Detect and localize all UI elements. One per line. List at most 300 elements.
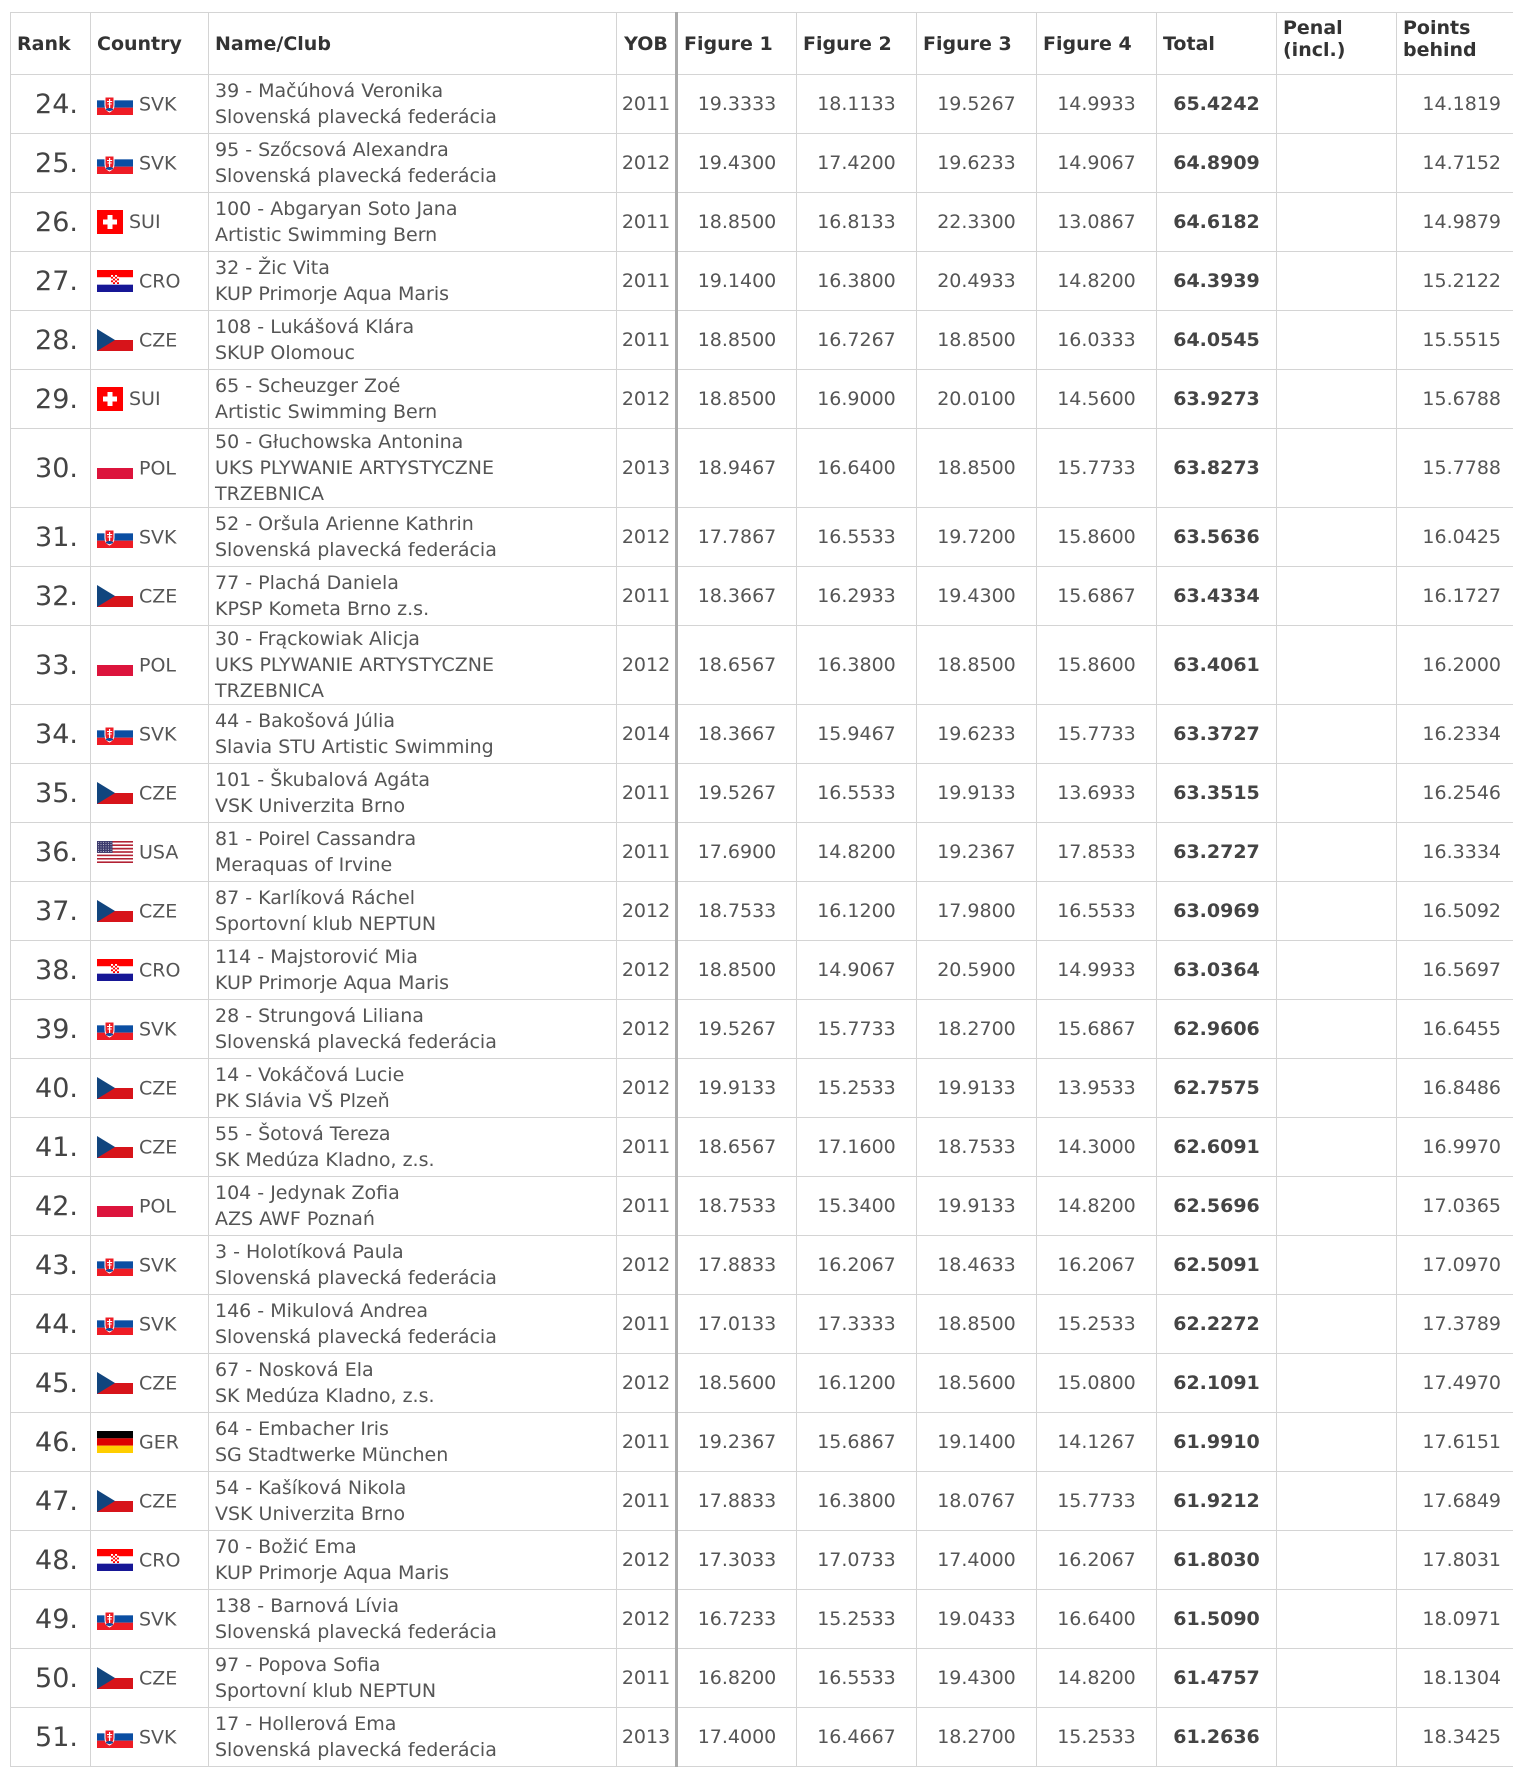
- figure-3-cell: 20.5900: [917, 941, 1037, 1000]
- club-name: SKUP Olomouc: [215, 342, 355, 364]
- yob-cell: 2013: [617, 429, 677, 508]
- rank-cell: 41.: [11, 1118, 91, 1177]
- yob-cell: 2011: [617, 1118, 677, 1177]
- table-row[interactable]: [11, 1000, 1513, 1059]
- figure-1-cell: 18.8500: [677, 370, 797, 429]
- club-name: UKS PLYWANIE ARTYSTYCZNE: [215, 654, 494, 676]
- figure-3-cell: 20.4933: [917, 252, 1037, 311]
- country-code: CZE: [139, 585, 178, 608]
- figure-4-cell: 16.6400: [1037, 1590, 1157, 1649]
- club-name: Slovenská plavecká federácia: [215, 1621, 497, 1643]
- athlete-name: 95 - Szőcsová Alexandra: [215, 139, 449, 161]
- country-cell: [91, 1059, 209, 1118]
- rank-cell: 36.: [11, 823, 91, 882]
- table-row[interactable]: [11, 252, 1513, 311]
- penal-cell: [1277, 193, 1397, 252]
- points-behind-cell: 16.2546: [1397, 764, 1513, 823]
- yob-cell: 2012: [617, 626, 677, 705]
- club-name: TRZEBNICA: [215, 483, 324, 505]
- yob-cell: 2011: [617, 823, 677, 882]
- country-cell: [91, 75, 209, 134]
- country-cell: [91, 1354, 209, 1413]
- figure-1-cell: 18.8500: [677, 941, 797, 1000]
- penal-cell: [1277, 1354, 1397, 1413]
- header-penal[interactable]: [1277, 13, 1397, 75]
- header-yob[interactable]: YOB: [617, 13, 677, 75]
- header-country[interactable]: Country: [91, 13, 209, 75]
- athlete-name: 108 - Lukášová Klára: [215, 316, 415, 338]
- table-row[interactable]: [11, 75, 1513, 134]
- athlete-name: 52 - Oršula Arienne Kathrin: [215, 513, 474, 535]
- figure-1-cell: 19.4300: [677, 134, 797, 193]
- athlete-name: 70 - Božić Ema: [215, 1536, 357, 1558]
- yob-cell: 2011: [617, 567, 677, 626]
- figure-2-cell: 17.3333: [797, 1295, 917, 1354]
- cze-flag-icon: [97, 1077, 133, 1099]
- club-name: Slavia STU Artistic Swimming: [215, 736, 494, 758]
- table-row[interactable]: [11, 1059, 1513, 1118]
- athlete-name: 138 - Barnová Lívia: [215, 1595, 399, 1617]
- penal-cell: [1277, 311, 1397, 370]
- country-code: SVK: [139, 1726, 177, 1749]
- country-code: CRO: [139, 270, 181, 293]
- header-points-behind[interactable]: [1397, 13, 1513, 75]
- penal-cell: [1277, 508, 1397, 567]
- athlete-name: 97 - Popova Sofia: [215, 1654, 381, 1676]
- athlete-name: 65 - Scheuzger Zoé: [215, 375, 401, 397]
- cze-flag-icon: [97, 1667, 133, 1689]
- country-cell: [91, 1118, 209, 1177]
- name-club-cell: [209, 567, 617, 626]
- points-behind-cell: 17.8031: [1397, 1531, 1513, 1590]
- figure-3-cell: 18.8500: [917, 311, 1037, 370]
- figure-2-cell: 17.1600: [797, 1118, 917, 1177]
- points-behind-cell: 14.1819: [1397, 75, 1513, 134]
- points-behind-cell: 15.5515: [1397, 311, 1513, 370]
- rank-cell: 43.: [11, 1236, 91, 1295]
- total-cell: 62.1091: [1157, 1354, 1277, 1413]
- figure-1-cell: 19.3333: [677, 75, 797, 134]
- rank-cell: 24.: [11, 75, 91, 134]
- figure-2-cell: 16.5533: [797, 1649, 917, 1708]
- country-cell: [91, 1531, 209, 1590]
- yob-cell: 2012: [617, 1590, 677, 1649]
- header-figure-3[interactable]: Figure 3: [917, 13, 1037, 75]
- points-behind-cell: 17.6151: [1397, 1413, 1513, 1472]
- figure-3-cell: 18.8500: [917, 626, 1037, 705]
- country-code: CRO: [139, 1549, 181, 1572]
- figure-3-cell: 19.7200: [917, 508, 1037, 567]
- table-row[interactable]: [11, 1590, 1513, 1649]
- name-club-cell: [209, 508, 617, 567]
- table-row[interactable]: [11, 1413, 1513, 1472]
- country-code: POL: [139, 457, 176, 480]
- figure-2-cell: 16.6400: [797, 429, 917, 508]
- rank-cell: 27.: [11, 252, 91, 311]
- points-behind-cell: 16.0425: [1397, 508, 1513, 567]
- total-cell: 64.3939: [1157, 252, 1277, 311]
- figure-2-cell: 18.1133: [797, 75, 917, 134]
- total-cell: 63.8273: [1157, 429, 1277, 508]
- athlete-name: 100 - Abgaryan Soto Jana: [215, 198, 458, 220]
- figure-4-cell: 14.8200: [1037, 1649, 1157, 1708]
- figure-2-cell: 16.5533: [797, 508, 917, 567]
- country-cell: [91, 705, 209, 764]
- figure-2-cell: 16.3800: [797, 252, 917, 311]
- figure-2-cell: 15.2533: [797, 1590, 917, 1649]
- penal-cell: [1277, 134, 1397, 193]
- yob-cell: 2011: [617, 193, 677, 252]
- points-behind-cell: 17.6849: [1397, 1472, 1513, 1531]
- rank-cell: 25.: [11, 134, 91, 193]
- sui-flag-icon: [97, 387, 123, 411]
- club-name: KUP Primorje Aqua Maris: [215, 1562, 449, 1584]
- rank-cell: 51.: [11, 1708, 91, 1767]
- country-code: SVK: [139, 1313, 177, 1336]
- name-club-cell: [209, 252, 617, 311]
- yob-cell: 2014: [617, 705, 677, 764]
- athlete-name: 30 - Frąckowiak Alicja: [215, 628, 420, 650]
- penal-cell: [1277, 626, 1397, 705]
- figure-3-cell: 22.3300: [917, 193, 1037, 252]
- yob-cell: 2011: [617, 1177, 677, 1236]
- country-code: POL: [139, 654, 176, 677]
- table-row[interactable]: [11, 705, 1513, 764]
- header-figure-4[interactable]: Figure 4: [1037, 13, 1157, 75]
- figure-4-cell: 14.8200: [1037, 1177, 1157, 1236]
- name-club-cell: [209, 429, 617, 508]
- table-row[interactable]: [11, 508, 1513, 567]
- svk-flag-icon: [97, 1726, 133, 1748]
- points-behind-cell: 18.1304: [1397, 1649, 1513, 1708]
- penal-cell: [1277, 941, 1397, 1000]
- cze-flag-icon: [97, 1490, 133, 1512]
- penal-cell: [1277, 1413, 1397, 1472]
- country-cell: [91, 311, 209, 370]
- country-code: SUI: [129, 211, 161, 233]
- penal-cell: [1277, 567, 1397, 626]
- total-cell: 64.0545: [1157, 311, 1277, 370]
- yob-cell: 2011: [617, 1472, 677, 1531]
- total-cell: 63.3515: [1157, 764, 1277, 823]
- header-behind-line1: Points: [1403, 17, 1471, 39]
- cze-flag-icon: [97, 329, 133, 351]
- figure-4-cell: 13.0867: [1037, 193, 1157, 252]
- figure-2-cell: 16.4667: [797, 1708, 917, 1767]
- country-code: CZE: [139, 900, 178, 923]
- points-behind-cell: 15.7788: [1397, 429, 1513, 508]
- country-code: SUI: [129, 388, 161, 410]
- figure-1-cell: 17.0133: [677, 1295, 797, 1354]
- rank-cell: 26.: [11, 193, 91, 252]
- figure-4-cell: 14.1267: [1037, 1413, 1157, 1472]
- points-behind-cell: 15.6788: [1397, 370, 1513, 429]
- country-cell: [91, 1177, 209, 1236]
- yob-cell: 2011: [617, 75, 677, 134]
- club-name: Slovenská plavecká federácia: [215, 1031, 497, 1053]
- penal-cell: [1277, 1000, 1397, 1059]
- yob-cell: 2012: [617, 941, 677, 1000]
- yob-cell: 2012: [617, 1354, 677, 1413]
- country-code: SVK: [139, 1608, 177, 1631]
- header-penal-line1: Penal: [1283, 17, 1343, 39]
- figure-2-cell: 16.9000: [797, 370, 917, 429]
- figure-1-cell: 19.5267: [677, 764, 797, 823]
- club-name: Slovenská plavecká federácia: [215, 106, 497, 128]
- athlete-name: 28 - Strungová Liliana: [215, 1005, 424, 1027]
- name-club-cell: [209, 1531, 617, 1590]
- name-club-cell: [209, 705, 617, 764]
- figure-2-cell: 16.1200: [797, 882, 917, 941]
- total-cell: 64.8909: [1157, 134, 1277, 193]
- name-club-cell: [209, 1000, 617, 1059]
- figure-4-cell: 15.7733: [1037, 429, 1157, 508]
- table-row[interactable]: [11, 1295, 1513, 1354]
- figure-4-cell: 15.0800: [1037, 1354, 1157, 1413]
- club-name: KPSP Kometa Brno z.s.: [215, 598, 430, 620]
- country-code: SVK: [139, 723, 177, 746]
- rank-cell: 50.: [11, 1649, 91, 1708]
- figure-3-cell: 19.1400: [917, 1413, 1037, 1472]
- club-name: SK Medúza Kladno, z.s.: [215, 1385, 435, 1407]
- total-cell: 63.0364: [1157, 941, 1277, 1000]
- figure-1-cell: 18.5600: [677, 1354, 797, 1413]
- figure-2-cell: 14.8200: [797, 823, 917, 882]
- table-row[interactable]: [11, 1531, 1513, 1590]
- figure-3-cell: 19.2367: [917, 823, 1037, 882]
- table-row[interactable]: [11, 567, 1513, 626]
- athlete-name: 39 - Mačúhová Veronika: [215, 80, 444, 102]
- penal-cell: [1277, 1472, 1397, 1531]
- club-name: Artistic Swimming Bern: [215, 401, 438, 423]
- country-code: CZE: [139, 1372, 178, 1395]
- svk-flag-icon: [97, 1018, 133, 1040]
- penal-cell: [1277, 370, 1397, 429]
- name-club-cell: [209, 370, 617, 429]
- figure-1-cell: 19.5267: [677, 1000, 797, 1059]
- yob-cell: 2011: [617, 1649, 677, 1708]
- club-name: Sportovní klub NEPTUN: [215, 913, 437, 935]
- table-row[interactable]: [11, 823, 1513, 882]
- athlete-name: 17 - Hollerová Ema: [215, 1713, 397, 1735]
- table-row[interactable]: [11, 429, 1513, 508]
- country-cell: [91, 1590, 209, 1649]
- total-cell: 62.2272: [1157, 1295, 1277, 1354]
- figure-4-cell: 15.6867: [1037, 1000, 1157, 1059]
- country-code: GER: [139, 1431, 179, 1454]
- country-cell: [91, 1413, 209, 1472]
- points-behind-cell: 16.2000: [1397, 626, 1513, 705]
- figure-2-cell: 14.9067: [797, 941, 917, 1000]
- cze-flag-icon: [97, 900, 133, 922]
- total-cell: 63.0969: [1157, 882, 1277, 941]
- name-club-cell: [209, 1177, 617, 1236]
- points-behind-cell: 16.3334: [1397, 823, 1513, 882]
- name-club-cell: [209, 193, 617, 252]
- figure-3-cell: 19.9133: [917, 1177, 1037, 1236]
- athlete-name: 44 - Bakošová Júlia: [215, 710, 396, 732]
- yob-cell: 2011: [617, 1295, 677, 1354]
- points-behind-cell: 16.2334: [1397, 705, 1513, 764]
- header-rank[interactable]: Rank: [11, 13, 91, 75]
- country-cell: [91, 882, 209, 941]
- yob-cell: 2012: [617, 882, 677, 941]
- figure-1-cell: 19.9133: [677, 1059, 797, 1118]
- yob-cell: 2012: [617, 1059, 677, 1118]
- results-table-wrapper: [10, 12, 1513, 1767]
- figure-4-cell: 13.6933: [1037, 764, 1157, 823]
- points-behind-cell: 14.7152: [1397, 134, 1513, 193]
- club-name: KUP Primorje Aqua Maris: [215, 283, 449, 305]
- table-row[interactable]: [11, 193, 1513, 252]
- athlete-name: 87 - Karlíková Ráchel: [215, 887, 416, 909]
- table-row[interactable]: [11, 1236, 1513, 1295]
- figure-4-cell: 15.2533: [1037, 1708, 1157, 1767]
- figure-1-cell: 18.3667: [677, 567, 797, 626]
- yob-cell: 2013: [617, 1708, 677, 1767]
- table-row[interactable]: [11, 1177, 1513, 1236]
- club-name: Slovenská plavecká federácia: [215, 1739, 497, 1761]
- yob-cell: 2012: [617, 134, 677, 193]
- figure-4-cell: 14.9067: [1037, 134, 1157, 193]
- country-code: CZE: [139, 1667, 178, 1690]
- points-behind-cell: 16.1727: [1397, 567, 1513, 626]
- svk-flag-icon: [97, 152, 133, 174]
- figure-4-cell: 15.8600: [1037, 508, 1157, 567]
- table-row[interactable]: [11, 134, 1513, 193]
- rank-cell: 49.: [11, 1590, 91, 1649]
- club-name: Slovenská plavecká federácia: [215, 539, 497, 561]
- svk-flag-icon: [97, 723, 133, 745]
- svk-flag-icon: [97, 93, 133, 115]
- points-behind-cell: 17.0365: [1397, 1177, 1513, 1236]
- figure-4-cell: 17.8533: [1037, 823, 1157, 882]
- penal-cell: [1277, 1118, 1397, 1177]
- table-row[interactable]: [11, 626, 1513, 705]
- total-cell: 62.5091: [1157, 1236, 1277, 1295]
- athlete-name: 77 - Plachá Daniela: [215, 572, 399, 594]
- figure-4-cell: 14.9933: [1037, 941, 1157, 1000]
- figure-1-cell: 16.8200: [677, 1649, 797, 1708]
- athlete-name: 146 - Mikulová Andrea: [215, 1300, 428, 1322]
- svk-flag-icon: [97, 1608, 133, 1630]
- figure-1-cell: 18.9467: [677, 429, 797, 508]
- country-code: CZE: [139, 1077, 178, 1100]
- table-row[interactable]: [11, 1118, 1513, 1177]
- figure-1-cell: 17.4000: [677, 1708, 797, 1767]
- country-cell: [91, 134, 209, 193]
- points-behind-cell: 17.4970: [1397, 1354, 1513, 1413]
- name-club-cell: [209, 1236, 617, 1295]
- penal-cell: [1277, 1177, 1397, 1236]
- header-figure-2[interactable]: Figure 2: [797, 13, 917, 75]
- club-name: Slovenská plavecká federácia: [215, 165, 497, 187]
- club-name: VSK Univerzita Brno: [215, 1503, 406, 1525]
- figure-1-cell: 18.6567: [677, 626, 797, 705]
- name-club-cell: [209, 1708, 617, 1767]
- table-row[interactable]: [11, 370, 1513, 429]
- table-row[interactable]: [11, 311, 1513, 370]
- total-cell: 61.9910: [1157, 1413, 1277, 1472]
- rank-cell: 46.: [11, 1413, 91, 1472]
- name-club-cell: [209, 626, 617, 705]
- rank-cell: 40.: [11, 1059, 91, 1118]
- points-behind-cell: 17.3789: [1397, 1295, 1513, 1354]
- rank-cell: 45.: [11, 1354, 91, 1413]
- figure-4-cell: 16.2067: [1037, 1531, 1157, 1590]
- athlete-name: 54 - Kašíková Nikola: [215, 1477, 407, 1499]
- table-row[interactable]: [11, 764, 1513, 823]
- rank-cell: 48.: [11, 1531, 91, 1590]
- cze-flag-icon: [97, 585, 133, 607]
- figure-2-cell: 16.5533: [797, 764, 917, 823]
- figure-3-cell: 19.0433: [917, 1590, 1037, 1649]
- figure-1-cell: 17.3033: [677, 1531, 797, 1590]
- country-cell: [91, 252, 209, 311]
- points-behind-cell: 16.9970: [1397, 1118, 1513, 1177]
- points-behind-cell: 18.3425: [1397, 1708, 1513, 1767]
- header-total[interactable]: Total: [1157, 13, 1277, 75]
- athlete-name: 114 - Majstorović Mia: [215, 946, 418, 968]
- figure-2-cell: 15.3400: [797, 1177, 917, 1236]
- figure-2-cell: 16.8133: [797, 193, 917, 252]
- athlete-name: 32 - Žic Vita: [215, 257, 330, 279]
- athlete-name: 3 - Holotíková Paula: [215, 1241, 404, 1263]
- results-table: [10, 12, 1513, 1767]
- country-code: CZE: [139, 1490, 178, 1513]
- header-penal-line2: (incl.): [1283, 39, 1346, 61]
- yob-cell: 2011: [617, 1413, 677, 1472]
- club-name: PK Slávia VŠ Plzeň: [215, 1090, 390, 1112]
- figure-2-cell: 15.6867: [797, 1413, 917, 1472]
- header-figure-1[interactable]: Figure 1: [677, 13, 797, 75]
- country-code: SVK: [139, 526, 177, 549]
- penal-cell: [1277, 823, 1397, 882]
- usa-flag-icon: [97, 841, 133, 863]
- figure-3-cell: 18.5600: [917, 1354, 1037, 1413]
- penal-cell: [1277, 1708, 1397, 1767]
- svk-flag-icon: [97, 526, 133, 548]
- club-name: TRZEBNICA: [215, 680, 324, 702]
- header-name-club[interactable]: Name/Club: [209, 13, 617, 75]
- name-club-cell: [209, 1590, 617, 1649]
- country-code: CZE: [139, 1136, 178, 1159]
- yob-cell: 2012: [617, 1236, 677, 1295]
- name-club-cell: [209, 882, 617, 941]
- country-cell: [91, 626, 209, 705]
- table-row[interactable]: [11, 1649, 1513, 1708]
- country-code: CZE: [139, 329, 178, 352]
- figure-1-cell: 18.7533: [677, 1177, 797, 1236]
- country-cell: [91, 567, 209, 626]
- yob-cell: 2012: [617, 1000, 677, 1059]
- table-row[interactable]: [11, 1708, 1513, 1767]
- table-row[interactable]: [11, 941, 1513, 1000]
- table-row[interactable]: [11, 882, 1513, 941]
- figure-1-cell: 18.7533: [677, 882, 797, 941]
- country-code: SVK: [139, 1254, 177, 1277]
- figure-4-cell: 15.8600: [1037, 626, 1157, 705]
- rank-cell: 32.: [11, 567, 91, 626]
- name-club-cell: [209, 75, 617, 134]
- cro-flag-icon: [97, 1549, 133, 1571]
- cze-flag-icon: [97, 1136, 133, 1158]
- cro-flag-icon: [97, 270, 133, 292]
- name-club-cell: [209, 764, 617, 823]
- table-row[interactable]: [11, 1354, 1513, 1413]
- figure-2-cell: 15.9467: [797, 705, 917, 764]
- table-row[interactable]: [11, 1472, 1513, 1531]
